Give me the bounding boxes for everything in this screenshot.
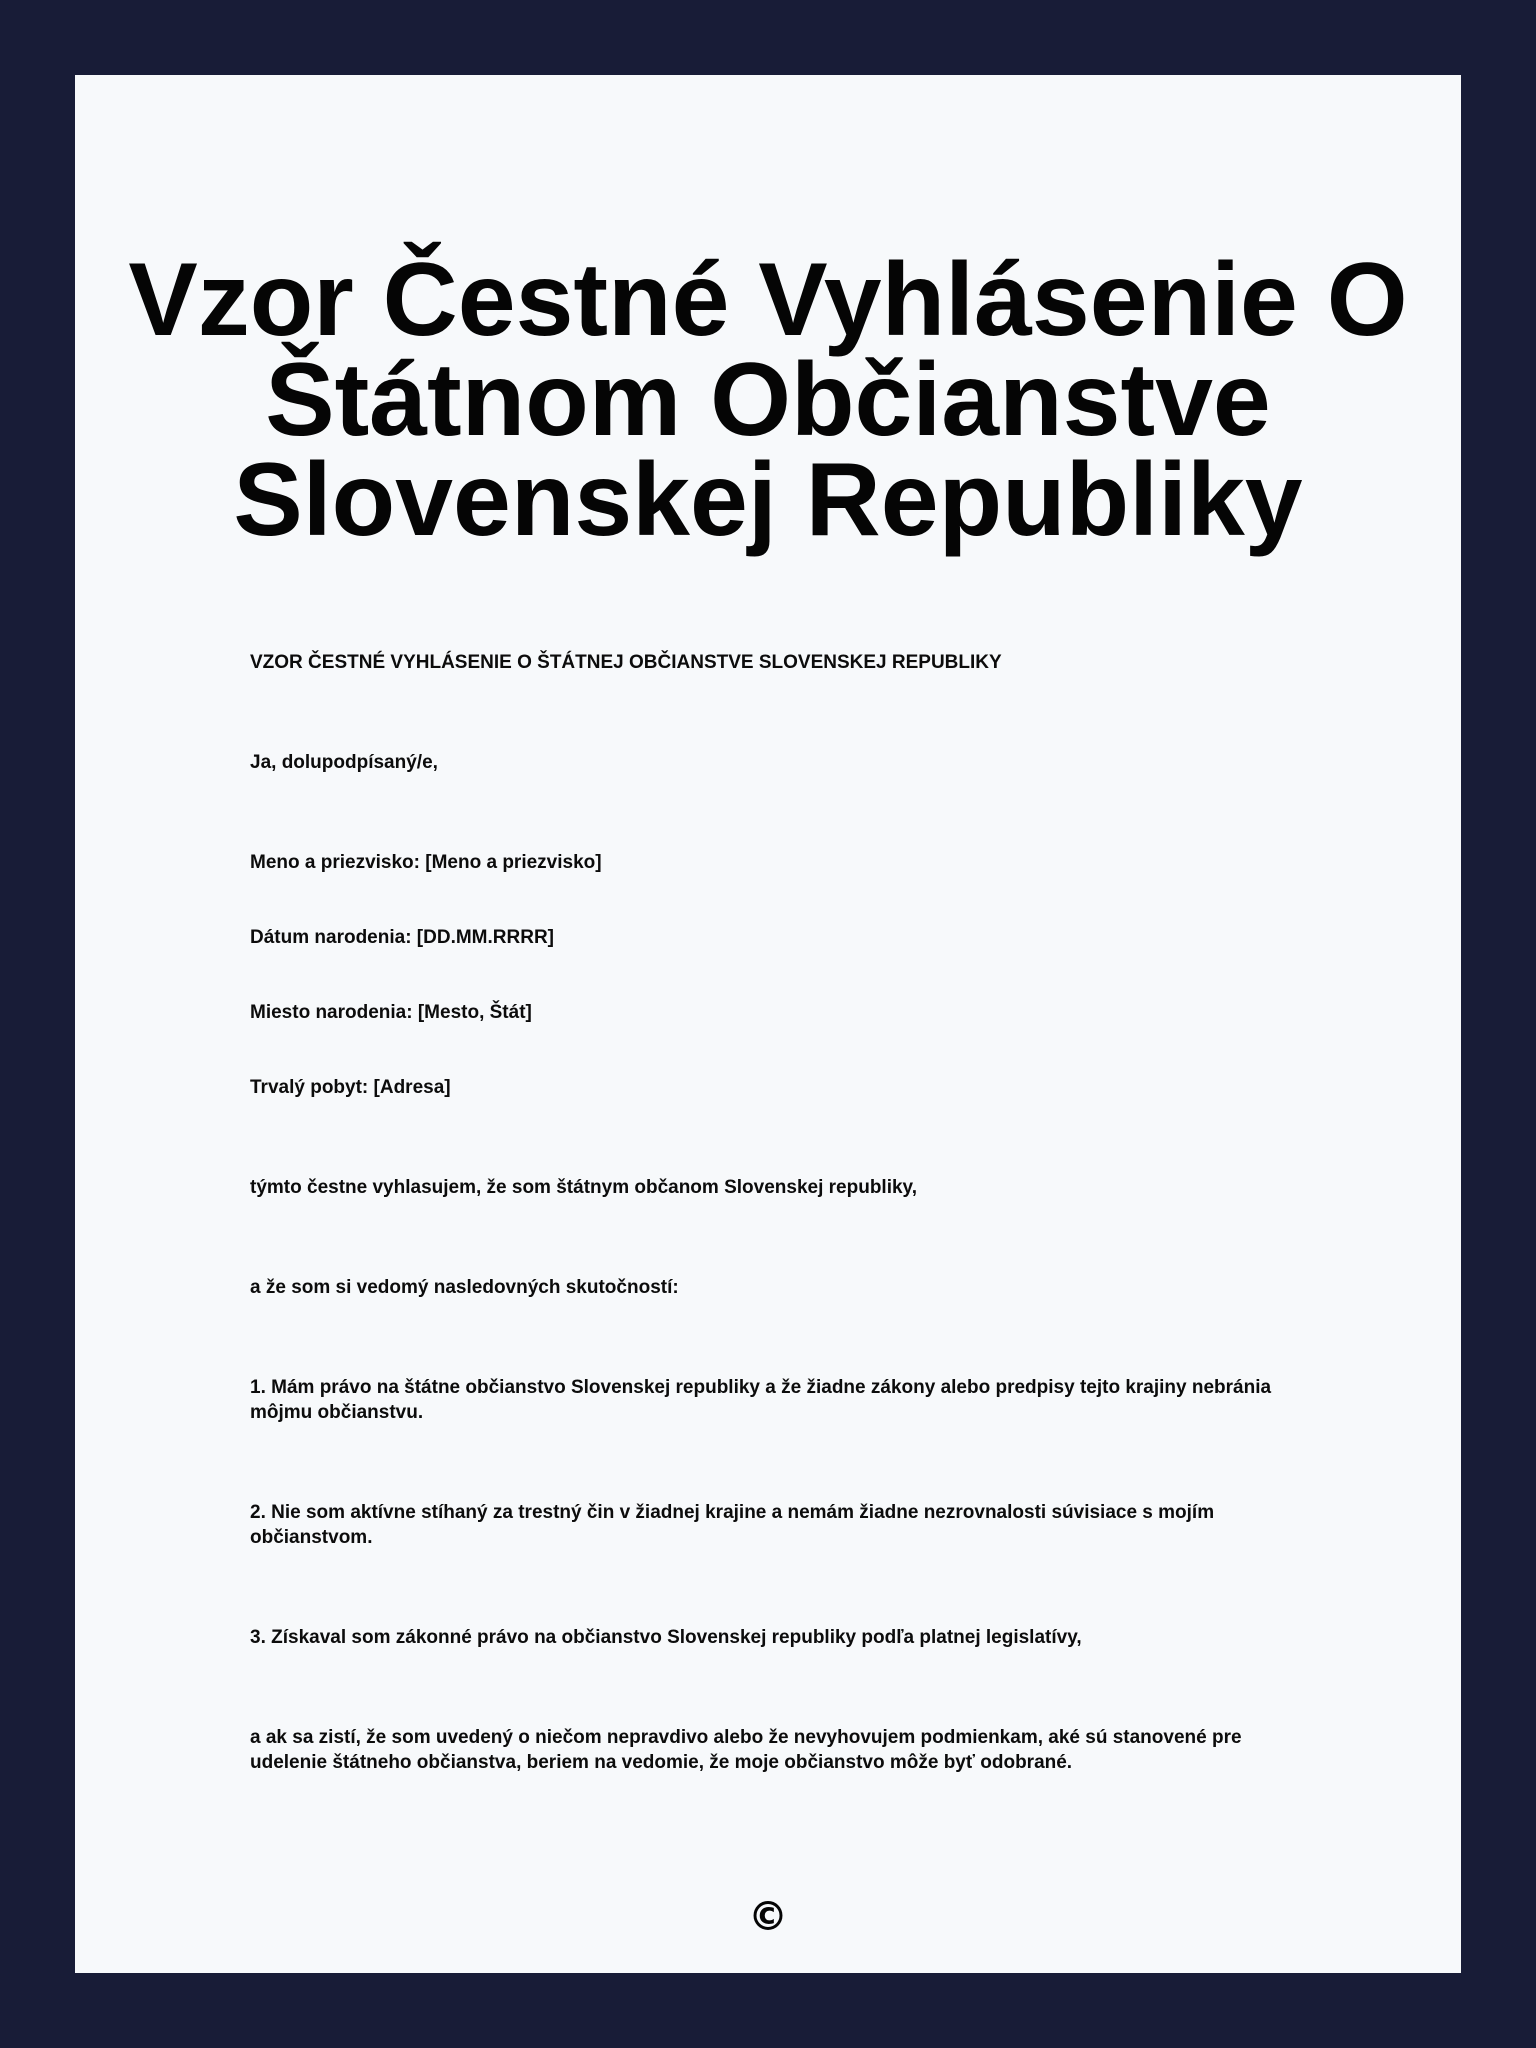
closing-text: a ak sa zistí, že som uvedený o niečom nepravdivo alebo že nevyhovujem podmienkam, aké sú stanovené pre udelenie štátneho občianstva, beriem na vedomie, že moje občianstvo môže byť odobrané.	[250, 1727, 1242, 1773]
page-title: Vzor Čestné Vyhlásenie O Štátnom Občianstve Slovenskej Republiky	[128, 242, 1408, 558]
awareness-text: a že som si vedomý nasledovných skutočností:	[250, 1277, 679, 1298]
point-3: 3. Získaval som zákonné právo na občianstvo Slovenskej republiky podľa platnej legislatívy,	[250, 1627, 1082, 1648]
point-1: 1. Mám právo na štátne občianstvo Slovenskej republiky a že žiadne zákony alebo predpisy tejto krajiny nebránia môjmu občianstvu.	[250, 1377, 1272, 1423]
field-birth-date: Dátum narodenia: [DD.MM.RRRR]	[250, 927, 554, 948]
document-page	[75, 75, 1461, 1973]
document-heading: VZOR ČESTNÉ VYHLÁSENIE O ŠTÁTNEJ OBČIANSTVE SLOVENSKEJ REPUBLIKY	[250, 652, 1002, 673]
copyright-icon: ©	[748, 1894, 788, 1940]
field-residence: Trvalý pobyt: [Adresa]	[250, 1077, 451, 1098]
declaration-text: týmto čestne vyhlasujem, že som štátnym občanom Slovenskej republiky,	[250, 1177, 917, 1198]
field-name: Meno a priezvisko: [Meno a priezvisko]	[250, 852, 602, 873]
point-2: 2. Nie som aktívne stíhaný za trestný čin v žiadnej krajine a nemám žiadne nezrovnalosti súvisiace s mojím občianstvom.	[250, 1502, 1215, 1548]
field-birth-place: Miesto narodenia: [Mesto, Štát]	[250, 1002, 532, 1023]
intro-text: Ja, dolupodpísaný/e,	[250, 752, 438, 773]
